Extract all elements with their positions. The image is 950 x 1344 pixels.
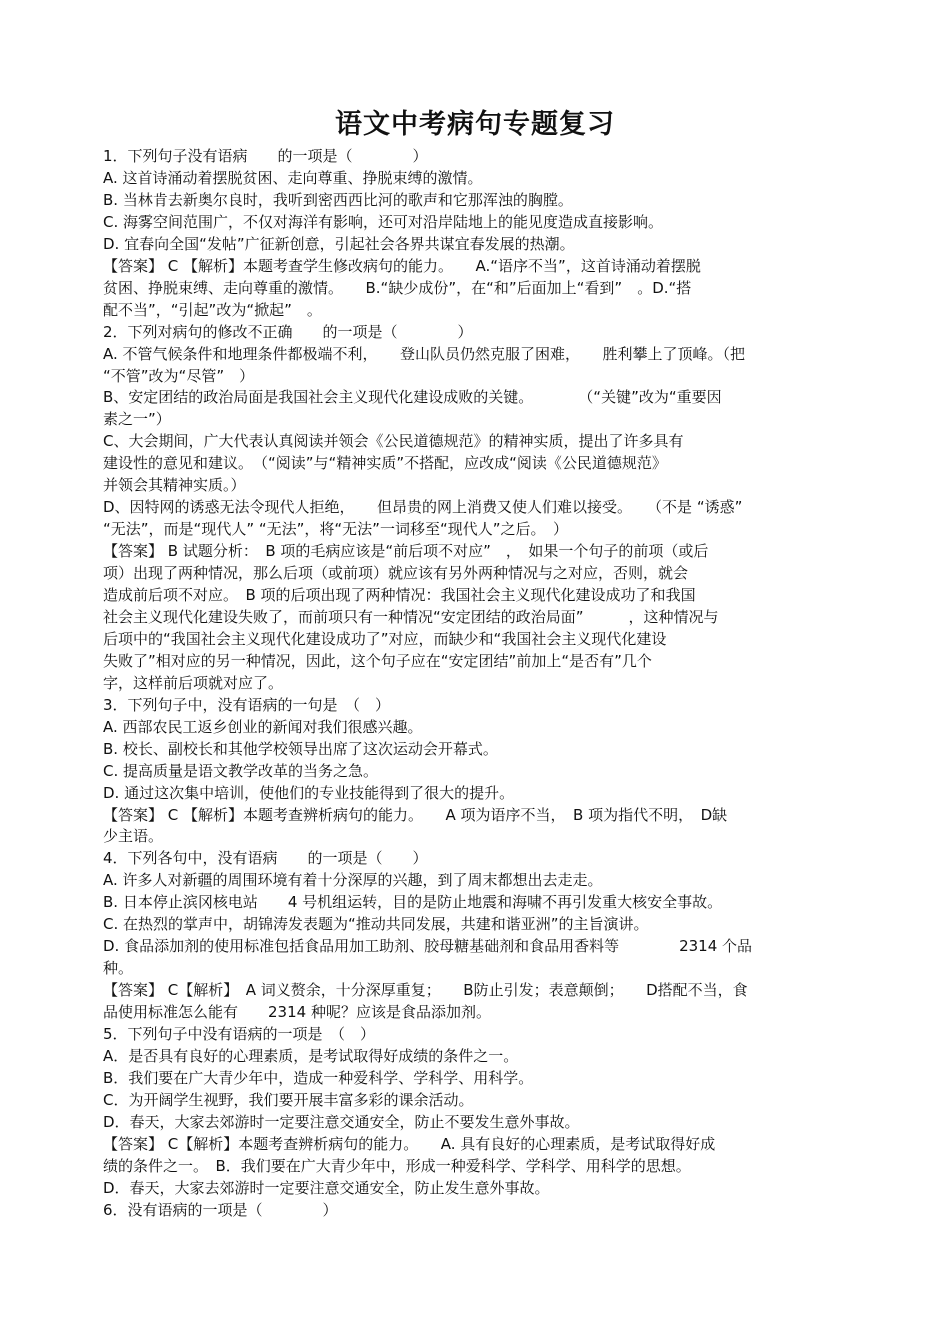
text-line: 造成前后项不对应。 B 项的后项出现了两种情况：我国社会主义现代化建设成功了和我国	[103, 586, 696, 604]
text-line: D. 通过这次集中培训，使他们的专业技能得到了很大的提升。	[103, 783, 515, 802]
text-line: B、安定团结的政治局面是我国社会主义现代化建设成败的关键。 （“关键”改为“重要因	[103, 388, 722, 407]
text-line: “无法”，而是“现代人” “无法”，将“无法”一词移至“现代人”之后。 ）	[103, 520, 568, 539]
text-line: 配不当”，“引起”改为“掀起” 。	[103, 300, 322, 319]
text-line: 【答案】 B 试题分析： B 项的毛病应该是“前后项不对应” ， 如果一个句子的前项（或后	[103, 542, 709, 561]
text-line: B．我们要在广大青少年中，造成一种爱科学、学科学、用科学。	[103, 1068, 534, 1087]
text-line: 2．下列对病句的修改不正确 的一项是（ ）	[103, 322, 473, 341]
text-line: “不管”改为“尽管” ）	[103, 366, 255, 385]
text-line: A. 这首诗涌动着摆脱贫困、走向尊重、挣脱束缚的激情。	[103, 168, 483, 187]
text-line: 4．下列各句中，没有语病 的一项是（ ）	[103, 849, 428, 868]
text-line: D．春天，大家去郊游时一定要注意交通安全，防止发生意外事故。	[103, 1178, 550, 1197]
text-line: C. 海雾空间范围广，不仅对海洋有影响，还可对沿岸陆地上的能见度造成直接影响。	[103, 212, 664, 231]
text-line: 【答案】 C 【解析】本题考查学生修改病句的能力。 A.“语序不当”，这首诗涌动着摆脱	[103, 256, 701, 275]
text-line: B. 日本停止滨冈核电站 4 号机组运转，目的是防止地震和海啸不再引发重大核安全事故。	[103, 893, 723, 912]
text-line: 贫困、挣脱束缚、走向尊重的激情。 B.“缺少成份”，在“和”后面加上“看到” 。D.“搭	[103, 278, 692, 297]
text-line: 素之一”）	[103, 410, 171, 429]
text-line: 字，这样前后项就对应了。	[103, 673, 284, 692]
text-line: 社会主义现代化建设失败了，而前项只有一种情况“安定团结的政治局面” ，这种情况与	[103, 608, 719, 626]
page-title: 语文中考病句专题复习	[335, 109, 615, 140]
text-line: 5．下列句子中没有语病的一项是 （ ）	[103, 1025, 376, 1043]
text-line: A. 不管气候条件和地理条件都极端不利， 登山队员仍然克服了困难， 胜利攀上了顶峰。（把	[103, 344, 746, 363]
text-line: C．为开阔学生视野，我们要开展丰富多彩的课余活动。	[103, 1090, 474, 1109]
text-line: 少主语。	[103, 827, 164, 846]
text-line: A. 许多人对新疆的周围环境有着十分深厚的兴趣，到了周末都想出去走走。	[103, 871, 603, 890]
text-line: D. 宜春向全国“发帖”广征新创意，引起社会各界共谋宜春发展的热潮。	[103, 234, 575, 253]
text-line: B. 校长、副校长和其他学校领导出席了这次运动会开幕式。	[103, 739, 498, 758]
text-line: D．春天，大家去郊游时一定要注意交通安全，防止不要发生意外事故。	[103, 1112, 580, 1131]
text-line: 失败了”相对应的另一种情况，因此，这个句子应在“安定团结”前加上“是否有”几个	[103, 651, 652, 670]
text-line: D. 食品添加剂的使用标准包括食品用加工助剂、胶母糖基础剂和食品用香料等 2314 个品	[103, 937, 753, 956]
text-line: 后项中的“我国社会主义现代化建设成功了”对应，而缺少和“我国社会主义现代化建设	[103, 629, 667, 648]
text-line: A．是否具有良好的心理素质，是考试取得好成绩的条件之一。	[103, 1046, 519, 1065]
text-line: 1．下列句子没有语病 的一项是（ ）	[103, 147, 428, 165]
text-line: 6．没有语病的一项是（ ）	[103, 1200, 338, 1219]
text-line: 【答案】 C 【解析】本题考查辨析病句的能力。 A 项为语序不当， B 项为指代不明， D缺	[103, 805, 728, 824]
text-line: D、因特网的诱惑无法令现代人拒绝， 但昂贵的网上消费又使人们难以接受。 （不是 “诱惑”	[103, 498, 743, 517]
text-line: 【答案】 C【解析】本题考查辨析病句的能力。 A. 具有良好的心理素质，是考试取得好成	[103, 1134, 716, 1153]
text-line: 品使用标准怎么能有 2314 种呢？应该是食品添加剂。	[103, 1003, 491, 1021]
text-line: 种。	[103, 959, 134, 978]
text-line: 3．下列句子中，没有语病的一句是 （ ）	[103, 695, 391, 714]
text-line: 项）出现了两种情况，那么后项（或前项）就应该有另外两种情况与之对应，否则，就会	[103, 564, 689, 582]
text-line: A. 西部农民工返乡创业的新闻对我们很感兴趣。	[103, 717, 423, 736]
text-line: 绩的条件之一。 B．我们要在广大青少年中，形成一种爱科学、学科学、用科学的思想。	[103, 1156, 691, 1175]
text-line: B. 当林肯去新奥尔良时，我听到密西西比河的歌声和它那浑浊的胸膛。	[103, 190, 573, 209]
text-line: 【答案】 C【解析】 A 词义赘余，十分深厚重复； B防止引发；表意颠倒； D搭配不当，食	[103, 981, 748, 1000]
text-line: 并领会其精神实质。）	[103, 476, 246, 495]
text-line: C. 提高质量是语文教学改革的当务之急。	[103, 761, 379, 780]
text-line: C. 在热烈的掌声中，胡锦涛发表题为“推动共同发展，共建和谐亚洲”的主旨演讲。	[103, 915, 649, 934]
text-line: C、大会期间，广大代表认真阅读并领会《公民道德规范》的精神实质，提出了许多具有	[103, 432, 684, 451]
text-line: 建设性的意见和建议。 （“阅读”与“精神实质”不搭配，应改成“阅读《公民道德规范》	[103, 454, 667, 473]
